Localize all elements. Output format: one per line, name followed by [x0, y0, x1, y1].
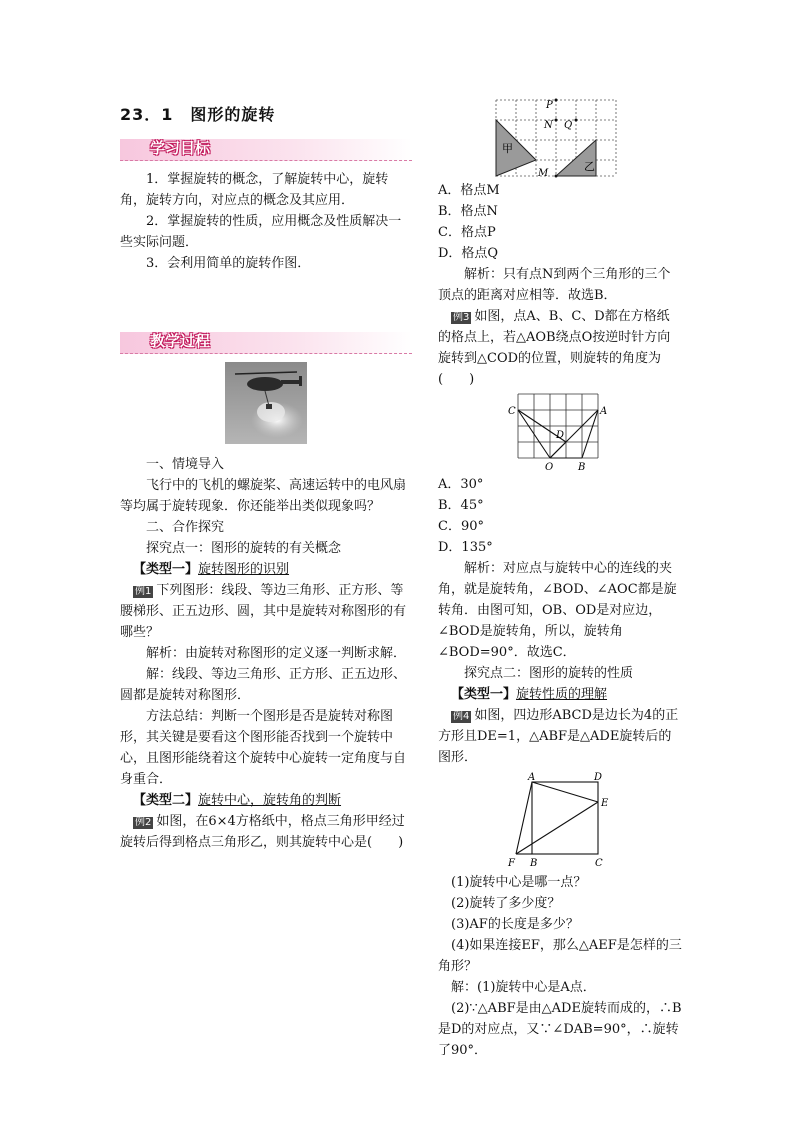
example-4: [438, 705, 682, 768]
type-3-heading: [438, 684, 682, 705]
point-2-title: 探究点二：图形的旋转的性质: [464, 666, 634, 681]
rotation-figure: [438, 392, 682, 474]
ex4-question-3: (3)AF的长度是多少？: [451, 917, 579, 932]
type-3-prefix: 【类型一】: [451, 687, 517, 702]
ex2-option-c: C．格点P: [438, 225, 496, 240]
example-3-badge: 例3: [453, 312, 470, 323]
rot-label-c: C: [508, 406, 516, 417]
ex2-option-b: B．格点N: [438, 204, 498, 219]
ex2-option-d: D．格点Q: [438, 246, 499, 261]
grid-label-n: N: [544, 120, 553, 131]
example-4-badge: 例4: [453, 711, 470, 722]
square-figure: [438, 772, 682, 872]
chapter-title: 23．1 图形的旋转: [120, 105, 276, 124]
helicopter-photo: [225, 362, 307, 444]
example-1: [120, 580, 412, 643]
example-2-badge: 例2: [135, 817, 152, 828]
sq-label-b: B: [530, 858, 538, 869]
sq-label-c: C: [595, 858, 603, 869]
grid-label-p: P: [546, 100, 553, 111]
ex3-option-a: A．30°: [438, 477, 484, 492]
type-1-title: 旋转图形的识别: [198, 562, 290, 577]
example-1-text: 下列图形：线段、等边三角形、正方形、等腰梯形、正五边形、圆，其中是旋转对称图形的有哪些？: [120, 583, 407, 640]
ex3-option-b: B．45°: [438, 498, 484, 513]
type-3-title: 旋转性质的理解: [516, 687, 608, 702]
example-1-solution: 解：线段、等边三角形、正方形、正五边形、圆都是旋转对称图形．: [120, 667, 407, 703]
left-column: [120, 104, 412, 853]
goal-1: 1．掌握旋转的概念，了解旋转中心，旋转角，旋转方向，对应点的概念及其应用．: [120, 172, 389, 208]
example-1-summary: 方法总结：判断一个图形是否是旋转对称图形，其关键是要看这个图形能否找到一个旋转中心，且图形能绕着这个旋转中心旋转一定角度与自身重合．: [120, 709, 407, 787]
example-2-text: 如图，在6×4方格纸中，格点三角形甲经过旋转后得到格点三角形乙，则其旋转中心是( ): [120, 814, 405, 850]
sq-label-d: D: [594, 772, 603, 783]
right-column: [438, 96, 682, 1061]
ex2-option-a: A．格点M: [438, 183, 500, 198]
section-2-title: 二、合作探究: [146, 520, 225, 535]
sq-label-e: E: [601, 798, 609, 809]
rot-label-b: B: [578, 462, 586, 473]
goal-2: 2．掌握旋转的性质，应用概念及性质解决一些实际问题．: [120, 214, 402, 250]
goal-3: 3．会利用简单的旋转作图．: [146, 256, 311, 271]
process-banner: [120, 332, 412, 354]
section-1-title: 一、情境导入: [146, 457, 225, 472]
sq-label-f: F: [508, 858, 515, 869]
grid-label-m: M: [538, 168, 549, 179]
goals-banner: [120, 139, 412, 161]
ex4-question-2: (2)旋转了多少度？: [451, 896, 561, 911]
grid-label-yi: 乙: [584, 160, 595, 173]
point-1-title: 探究点一：图形的旋转的有关概念: [146, 541, 342, 556]
example-1-badge: 例1: [135, 586, 152, 597]
goals-banner-label: 学习目标: [150, 139, 211, 157]
ex3-option-d: D．135°: [438, 540, 493, 555]
type-2-prefix: 【类型二】: [133, 793, 199, 808]
example-3: [438, 306, 682, 390]
example-3-analysis: 解析：对应点与旋转中心的连线的夹角，就是旋转角，∠BOD、∠AOC都是旋转角．由图可知，OB、OD是对应边，∠BOD是旋转角，所以，旋转角∠BOD=90°．故选C．: [438, 561, 677, 660]
grid-figure: [438, 96, 682, 180]
grid-label-jia: 甲: [502, 142, 513, 155]
rot-label-o: O: [545, 462, 554, 473]
type-2-heading: [120, 790, 412, 811]
ex4-solution-2: (2)∵△ABF是由△ADE旋转而成的，∴B是D的对应点，又∵∠DAB=90°，∴旋转了90°．: [438, 1001, 682, 1058]
ex4-question-4: (4)如果连接EF，那么△AEF是怎样的三角形？: [438, 938, 682, 974]
type-1-prefix: 【类型一】: [133, 562, 199, 577]
type-1-heading: [120, 559, 412, 580]
example-4-text: 如图，四边形ABCD是边长为4的正方形且DE=1，△ABF是△ADE旋转后的图形．: [438, 708, 679, 765]
rot-label-a: A: [600, 406, 608, 417]
example-2-analysis: 解析：只有点N到两个三角形的三个顶点的距离对应相等．故选B．: [438, 267, 671, 303]
ex3-option-c: C．90°: [438, 519, 484, 534]
example-2: [120, 811, 412, 853]
example-3-text: 如图，点A、B、C、D都在方格纸的格点上，若△AOB绕点O按逆时针方向旋转到△COD的位置，则旋转的角度为( ): [438, 309, 671, 387]
rot-label-d: D: [556, 430, 565, 441]
type-2-title: 旋转中心，旋转角的判断: [198, 793, 342, 808]
example-1-analysis: 解析：由旋转对称图形的定义逐一判断求解．: [146, 646, 407, 661]
sq-label-a: A: [528, 772, 536, 783]
section-1-text: 飞行中的飞机的螺旋桨、高速运转中的电风扇等均属于旋转现象．你还能举出类似现象吗？: [120, 478, 407, 514]
process-banner-label: 教学过程: [150, 332, 211, 350]
ex4-solution-1: 解：(1)旋转中心是A点．: [451, 980, 596, 995]
grid-label-q: Q: [564, 120, 573, 131]
ex4-question-1: (1)旋转中心是哪一点？: [451, 875, 587, 890]
